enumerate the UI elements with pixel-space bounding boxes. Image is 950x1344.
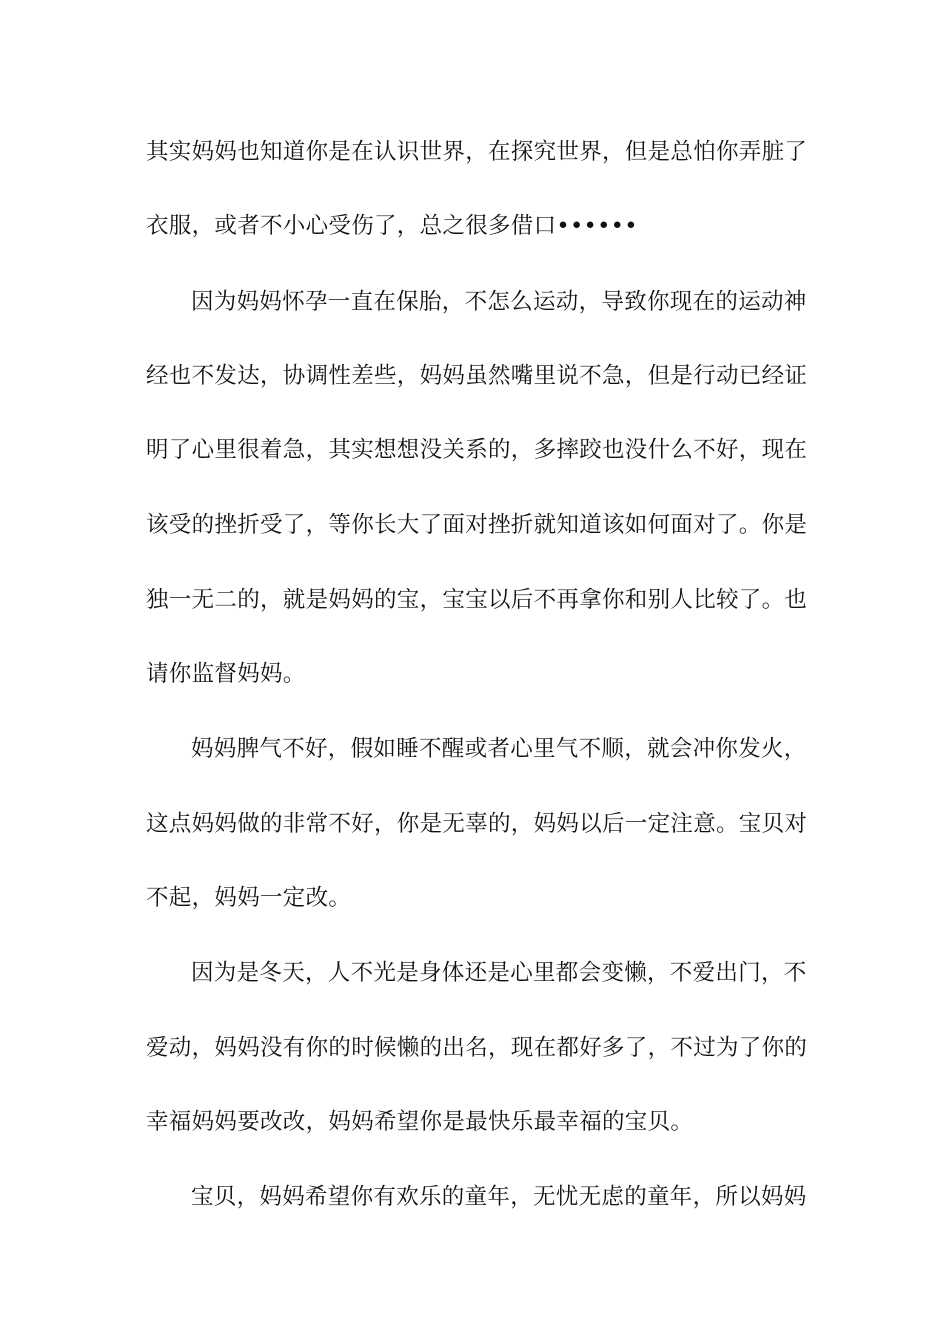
text-line-7: 独一无二的，就是妈妈的宝，宝宝以后不再拿你和别人比较了。也 [146, 587, 808, 613]
text-line-13: 爱动，妈妈没有你的时候懒的出名，现在都好多了，不过为了你的 [146, 1035, 808, 1061]
text-line-5: 明了心里很着急，其实想想没关系的，多摔跤也没什么不好，现在 [146, 437, 808, 463]
paragraph-start-line: 宝贝，妈妈希望你有欢乐的童年，无忧无虑的童年，所以妈妈 [191, 1184, 807, 1210]
paragraph-start-line: 因为妈妈怀孕一直在保胎，不怎么运动，导致你现在的运动神 [191, 289, 807, 315]
text-line-2: 衣服，或者不小心受伤了，总之很多借口•••••• [146, 213, 638, 239]
paragraph-start-line: 因为是冬天，人不光是身体还是心里都会变懒，不爱出门，不 [191, 960, 807, 986]
text-line-14: 幸福妈妈要改改，妈妈希望你是最快乐最幸福的宝贝。 [146, 1109, 694, 1135]
text-line-11: 不起，妈妈一定改。 [146, 885, 352, 911]
text-line-4: 经也不发达，协调性差些，妈妈虽然嘴里说不急，但是行动已经证 [146, 363, 808, 389]
text-line-6: 该受的挫折受了，等你长大了面对挫折就知道该如何面对了。你是 [146, 512, 808, 538]
text-line-8: 请你监督妈妈。 [146, 661, 306, 687]
text-line-1: 其实妈妈也知道你是在认识世界，在探究世界，但是总怕你弄脏了 [146, 139, 808, 165]
paragraph-start-line: 妈妈脾气不好，假如睡不醒或者心里气不顺，就会冲你发火， [191, 736, 807, 762]
text-line-10: 这点妈妈做的非常不好，你是无辜的，妈妈以后一定注意。宝贝对 [146, 811, 808, 837]
